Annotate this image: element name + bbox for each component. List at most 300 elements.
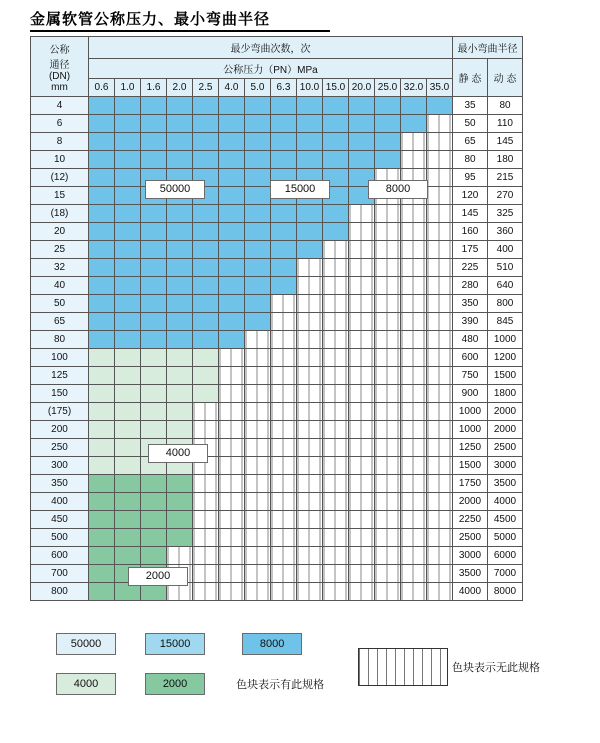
pn-column-header: 20.0: [349, 79, 375, 97]
spec-cell: [245, 439, 271, 457]
table-row: [31, 277, 523, 295]
dynamic-radius-value: 7000: [488, 565, 523, 583]
spec-cell: [323, 331, 349, 349]
spec-cell: [401, 385, 427, 403]
spec-cell: [245, 547, 271, 565]
spec-cell: [245, 151, 271, 169]
spec-cell: [89, 205, 115, 223]
legend-item-50000: [56, 633, 116, 655]
spec-cell: [349, 529, 375, 547]
spec-cell: [401, 457, 427, 475]
dn-value: (175): [31, 403, 89, 421]
dn-value: 65: [31, 313, 89, 331]
dynamic-radius-value: 3000: [488, 457, 523, 475]
dn-line-4: mm: [51, 81, 68, 93]
spec-cell: [427, 421, 453, 439]
spec-cell: [167, 349, 193, 367]
spec-cell: [115, 403, 141, 421]
static-radius-value: 65: [453, 133, 488, 151]
dynamic-radius-value: 6000: [488, 547, 523, 565]
dn-value: 10: [31, 151, 89, 169]
dn-value: 800: [31, 583, 89, 601]
spec-cell: [427, 277, 453, 295]
spec-cell: [323, 475, 349, 493]
spec-cell: [427, 367, 453, 385]
spec-cell: [115, 205, 141, 223]
static-radius-value: 175: [453, 241, 488, 259]
spec-cell: [167, 403, 193, 421]
spec-cell: [401, 475, 427, 493]
spec-cell: [349, 331, 375, 349]
pn-column-header: 1.6: [141, 79, 167, 97]
spec-cell: [245, 565, 271, 583]
spec-cell: [271, 511, 297, 529]
spec-cell: [271, 439, 297, 457]
legend-swatch-15000: 15000: [145, 633, 205, 655]
spec-cell: [349, 349, 375, 367]
spec-cell: [349, 367, 375, 385]
spec-cell: [141, 403, 167, 421]
spec-cell: [323, 529, 349, 547]
spec-cell: [141, 223, 167, 241]
spec-cell: [323, 439, 349, 457]
spec-cell: [349, 583, 375, 601]
spec-cell: [219, 169, 245, 187]
pn-column-header: 5.0: [245, 79, 271, 97]
legend-note-colorblocks: 色块表示有此规格: [236, 679, 325, 691]
spec-cell: [193, 313, 219, 331]
spec-cell: [271, 565, 297, 583]
spec-cell: [375, 565, 401, 583]
static-radius-value: 120: [453, 187, 488, 205]
dn-value: 350: [31, 475, 89, 493]
spec-cell: [375, 277, 401, 295]
pn-column-header: 35.0: [427, 79, 453, 97]
spec-cell: [245, 295, 271, 313]
spec-cell: [297, 295, 323, 313]
spec-cell: [297, 205, 323, 223]
dynamic-radius-value: 8000: [488, 583, 523, 601]
spec-cell: [219, 187, 245, 205]
spec-cell: [245, 259, 271, 277]
spec-cell: [141, 511, 167, 529]
spec-cell: [323, 421, 349, 439]
spec-cell: [193, 241, 219, 259]
dn-value: 40: [31, 277, 89, 295]
spec-cell: [115, 187, 141, 205]
table-row: [31, 133, 523, 151]
bend-times-header: 最少弯曲次数，次: [89, 37, 453, 59]
spec-cell: [245, 223, 271, 241]
spec-cell: [245, 493, 271, 511]
static-radius-value: 3500: [453, 565, 488, 583]
spec-cell: [401, 493, 427, 511]
spec-cell: [193, 277, 219, 295]
static-radius-value: 900: [453, 385, 488, 403]
spec-cell: [245, 169, 271, 187]
spec-cell: [323, 277, 349, 295]
legend-item-8000: [242, 633, 302, 655]
spec-cell: [115, 331, 141, 349]
spec-cell: [141, 97, 167, 115]
spec-cell: [245, 403, 271, 421]
spec-cell: [323, 547, 349, 565]
spec-cell: [297, 421, 323, 439]
spec-cell: [219, 133, 245, 151]
spec-cell: [219, 205, 245, 223]
spec-cell: [245, 97, 271, 115]
spec-cell: [271, 205, 297, 223]
table-row: [31, 565, 523, 583]
spec-cell: [271, 403, 297, 421]
spec-cell: [375, 475, 401, 493]
spec-cell: [89, 259, 115, 277]
spec-cell: [401, 367, 427, 385]
table-row: [31, 97, 523, 115]
header-row-1: [31, 37, 523, 59]
dn-value: 150: [31, 385, 89, 403]
dn-line-3: (DN): [48, 70, 71, 82]
spec-cell: [271, 133, 297, 151]
spec-cell: [193, 511, 219, 529]
spec-cell: [167, 115, 193, 133]
spec-cell: [297, 493, 323, 511]
spec-cell: [167, 511, 193, 529]
static-radius-value: 2250: [453, 511, 488, 529]
spec-cell: [427, 169, 453, 187]
spec-cell: [167, 367, 193, 385]
spec-cell: [193, 97, 219, 115]
pn-column-header: 25.0: [375, 79, 401, 97]
spec-cell: [297, 511, 323, 529]
spec-cell: [245, 313, 271, 331]
spec-cell: [297, 313, 323, 331]
static-radius-value: 1500: [453, 457, 488, 475]
legend-hatch-swatch: [358, 648, 448, 686]
spec-cell: [323, 511, 349, 529]
spec-cell: [89, 97, 115, 115]
spec-cell: [141, 331, 167, 349]
spec-cell: [427, 313, 453, 331]
spec-cell: [375, 313, 401, 331]
table-row: [31, 223, 523, 241]
spec-cell: [323, 583, 349, 601]
spec-cell: [297, 97, 323, 115]
legend-item-2000: [145, 673, 205, 695]
spec-cell: [323, 349, 349, 367]
spec-cell: [375, 205, 401, 223]
spec-cell: [297, 385, 323, 403]
table-row: [31, 583, 523, 601]
value-badge: 8000: [368, 180, 428, 199]
spec-cell: [219, 403, 245, 421]
spec-cell: [115, 529, 141, 547]
spec-cell: [271, 115, 297, 133]
spec-cell: [297, 565, 323, 583]
spec-cell: [219, 295, 245, 313]
spec-cell: [297, 403, 323, 421]
table-row: [31, 241, 523, 259]
spec-cell: [375, 457, 401, 475]
legend-row-2: [56, 673, 586, 695]
dynamic-radius-value: 110: [488, 115, 523, 133]
spec-cell: [323, 97, 349, 115]
legend-item-4000: [56, 673, 116, 695]
spec-cell: [89, 565, 115, 583]
spec-cell: [401, 439, 427, 457]
spec-cell: [219, 97, 245, 115]
spec-cell: [349, 493, 375, 511]
dn-value: 125: [31, 367, 89, 385]
spec-cell: [375, 547, 401, 565]
spec-cell: [193, 349, 219, 367]
dynamic-radius-value: 800: [488, 295, 523, 313]
spec-cell: [115, 313, 141, 331]
spec-cell: [167, 259, 193, 277]
spec-cell: [245, 421, 271, 439]
spec-cell: [271, 313, 297, 331]
spec-cell: [245, 115, 271, 133]
spec-cell: [297, 151, 323, 169]
dn-value: 600: [31, 547, 89, 565]
spec-cell: [219, 475, 245, 493]
static-radius-value: 50: [453, 115, 488, 133]
legend-row-1: [56, 633, 586, 655]
spec-cell: [219, 259, 245, 277]
spec-cell: [141, 529, 167, 547]
spec-cell: [193, 421, 219, 439]
spec-cell: [141, 547, 167, 565]
static-radius-value: 280: [453, 277, 488, 295]
dn-value: 450: [31, 511, 89, 529]
spec-cell: [427, 205, 453, 223]
spec-cell: [297, 349, 323, 367]
spec-cell: [427, 511, 453, 529]
spec-cell: [297, 367, 323, 385]
spec-cell: [141, 313, 167, 331]
spec-cell: [193, 403, 219, 421]
spec-cell: [115, 457, 141, 475]
spec-cell: [375, 133, 401, 151]
spec-cell: [89, 367, 115, 385]
spec-cell: [89, 511, 115, 529]
spec-cell: [219, 439, 245, 457]
static-radius-value: 3000: [453, 547, 488, 565]
spec-cell: [167, 493, 193, 511]
spec-cell: [245, 277, 271, 295]
spec-cell: [349, 133, 375, 151]
dn-value: (12): [31, 169, 89, 187]
dynamic-radius-value: 80: [488, 97, 523, 115]
legend-note-hatch: 色块表示无此规格: [452, 662, 540, 674]
header-row-2: [31, 59, 523, 79]
spec-cell: [115, 385, 141, 403]
spec-cell: [375, 511, 401, 529]
spec-cell: [375, 421, 401, 439]
pn-column-header: 1.0: [115, 79, 141, 97]
spec-cell: [349, 259, 375, 277]
table-row: [31, 457, 523, 475]
spec-cell: [271, 493, 297, 511]
spec-cell: [141, 385, 167, 403]
spec-cell: [219, 457, 245, 475]
spec-cell: [219, 241, 245, 259]
spec-cell: [141, 241, 167, 259]
value-badge: 4000: [148, 444, 208, 463]
static-radius-value: 1250: [453, 439, 488, 457]
static-radius-value: 1750: [453, 475, 488, 493]
spec-cell: [323, 313, 349, 331]
spec-cell: [349, 565, 375, 583]
spec-cell: [297, 241, 323, 259]
pn-column-header: 0.6: [89, 79, 115, 97]
spec-cell: [167, 97, 193, 115]
spec-cell: [245, 475, 271, 493]
spec-cell: [401, 205, 427, 223]
spec-cell: [245, 511, 271, 529]
spec-cell: [115, 97, 141, 115]
value-badge: 50000: [145, 180, 205, 199]
spec-cell: [115, 511, 141, 529]
pn-column-header: 2.0: [167, 79, 193, 97]
static-radius-value: 225: [453, 259, 488, 277]
spec-cell: [427, 187, 453, 205]
static-radius-value: 1000: [453, 403, 488, 421]
title-divider: [30, 30, 330, 32]
spec-cell: [219, 313, 245, 331]
spec-cell: [89, 421, 115, 439]
spec-cell: [219, 331, 245, 349]
spec-cell: [401, 295, 427, 313]
dynamic-radius-value: 1000: [488, 331, 523, 349]
dn-value: 6: [31, 115, 89, 133]
spec-cell: [193, 547, 219, 565]
dynamic-radius-value: 5000: [488, 529, 523, 547]
pn-column-header: 10.0: [297, 79, 323, 97]
static-radius-value: 1000: [453, 421, 488, 439]
spec-cell: [115, 241, 141, 259]
spec-cell: [89, 529, 115, 547]
table-row: [31, 259, 523, 277]
spec-cell: [89, 385, 115, 403]
spec-cell: [219, 511, 245, 529]
spec-cell: [427, 295, 453, 313]
spec-cell: [349, 457, 375, 475]
dynamic-radius-value: 1800: [488, 385, 523, 403]
spec-cell: [427, 349, 453, 367]
spec-cell: [323, 385, 349, 403]
table-row: [31, 529, 523, 547]
spec-cell: [115, 547, 141, 565]
pn-column-header: 6.3: [271, 79, 297, 97]
spec-cell: [219, 583, 245, 601]
spec-cell: [401, 313, 427, 331]
spec-cell: [219, 367, 245, 385]
spec-cell: [427, 385, 453, 403]
spec-cell: [297, 457, 323, 475]
spec-cell: [219, 565, 245, 583]
spec-cell: [375, 385, 401, 403]
spec-cell: [89, 475, 115, 493]
spec-cell: [401, 529, 427, 547]
dn-value: 80: [31, 331, 89, 349]
table-head: [31, 37, 523, 97]
spec-cell: [141, 493, 167, 511]
spec-cell: [141, 349, 167, 367]
legend-swatch-2000: 2000: [145, 673, 205, 695]
bend-radius-header: 最小弯曲半径: [453, 37, 523, 59]
spec-cell: [427, 259, 453, 277]
spec-cell: [349, 115, 375, 133]
static-radius-value: 4000: [453, 583, 488, 601]
dynamic-radius-value: 1500: [488, 367, 523, 385]
spec-cell: [193, 133, 219, 151]
spec-cell: [141, 367, 167, 385]
static-radius-value: 750: [453, 367, 488, 385]
spec-cell: [89, 241, 115, 259]
spec-cell: [427, 475, 453, 493]
spec-cell: [349, 547, 375, 565]
spec-cell: [115, 133, 141, 151]
spec-cell: [297, 259, 323, 277]
spec-cell: [115, 475, 141, 493]
spec-cell: [115, 439, 141, 457]
dn-value: 100: [31, 349, 89, 367]
spec-cell: [141, 295, 167, 313]
spec-cell: [271, 475, 297, 493]
spec-cell: [375, 223, 401, 241]
spec-table: [30, 36, 523, 601]
table-row: [31, 511, 523, 529]
spec-cell: [401, 421, 427, 439]
spec-cell: [115, 223, 141, 241]
spec-cell: [167, 223, 193, 241]
spec-cell: [115, 295, 141, 313]
dn-value: 50: [31, 295, 89, 313]
spec-cell: [323, 367, 349, 385]
spec-cell: [89, 295, 115, 313]
dn-value: 15: [31, 187, 89, 205]
spec-cell: [271, 421, 297, 439]
static-radius-value: 390: [453, 313, 488, 331]
spec-cell: [427, 493, 453, 511]
spec-cell: [349, 205, 375, 223]
spec-cell: [401, 511, 427, 529]
spec-cell: [141, 205, 167, 223]
dynamic-radius-value: 180: [488, 151, 523, 169]
spec-cell: [349, 151, 375, 169]
spec-cell: [245, 385, 271, 403]
spec-cell: [349, 97, 375, 115]
spec-cell: [349, 421, 375, 439]
spec-cell: [219, 349, 245, 367]
spec-cell: [401, 349, 427, 367]
table-row: [31, 205, 523, 223]
legend-swatch-8000: 8000: [242, 633, 302, 655]
table-row: [31, 295, 523, 313]
spec-cell: [89, 313, 115, 331]
spec-cell: [219, 493, 245, 511]
dn-line-2: 通径: [49, 59, 70, 71]
spec-cell: [375, 367, 401, 385]
spec-cell: [219, 277, 245, 295]
dn-value: 200: [31, 421, 89, 439]
spec-cell: [193, 259, 219, 277]
spec-cell: [115, 277, 141, 295]
spec-cell: [89, 115, 115, 133]
spec-cell: [245, 331, 271, 349]
spec-cell: [375, 529, 401, 547]
